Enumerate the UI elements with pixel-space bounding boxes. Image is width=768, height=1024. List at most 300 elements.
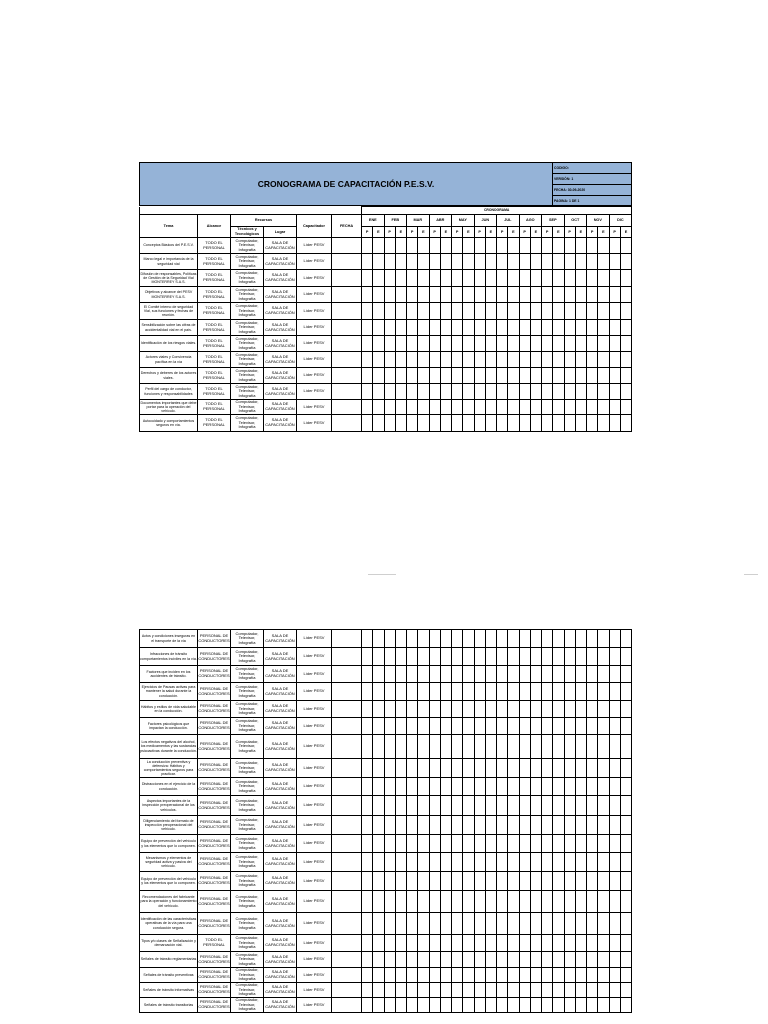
- schedule-cell: [609, 238, 620, 254]
- schedule-cell: [530, 913, 541, 935]
- schedule-cell: [362, 913, 373, 935]
- schedule-cell: [463, 796, 474, 816]
- row-alcance: PERSONAL DE CONDUCTORES: [198, 952, 231, 968]
- schedule-cell: [362, 320, 373, 336]
- schedule-cell: [609, 400, 620, 415]
- schedule-cell: [609, 853, 620, 872]
- schedule-cell: [575, 415, 586, 432]
- schedule-cell: [620, 630, 631, 648]
- schedule-cell: [373, 968, 384, 983]
- schedule-cell: [395, 336, 406, 352]
- schedule-cell: [384, 983, 395, 998]
- schedule-cell: [620, 968, 631, 983]
- row-capacitador: Líder PESV: [297, 666, 332, 683]
- schedule-cell: [553, 935, 564, 952]
- schedule-cell: [407, 683, 418, 701]
- schedule-cell: [485, 320, 496, 336]
- row-capacitador: Líder PESV: [297, 891, 332, 913]
- row-tema: Los efectos negativos del alcohol, los medicamentos y las sustancias psicoactivas durante la conducción.: [140, 735, 198, 759]
- schedule-cell: [575, 238, 586, 254]
- schedule-cell: [429, 796, 440, 816]
- schedule-cell: [429, 415, 440, 432]
- column-alcance: Alcance: [198, 215, 231, 238]
- schedule-cell: [463, 368, 474, 384]
- schedule-cell: [452, 853, 463, 872]
- schedule-cell: [429, 270, 440, 287]
- schedule-cell: [620, 287, 631, 303]
- row-lugar: SALA DE CAPACITACIÓN: [264, 384, 297, 400]
- schedule-cell: [542, 872, 553, 891]
- schedule-cell: [609, 998, 620, 1013]
- schedule-cell: [575, 287, 586, 303]
- schedule-cell: [373, 415, 384, 432]
- planned-marker: P: [384, 227, 395, 238]
- schedule-cell: [497, 303, 508, 320]
- row-lugar: SALA DE CAPACITACIÓN: [264, 913, 297, 935]
- schedule-cell: [452, 759, 463, 778]
- schedule-cell: [587, 270, 598, 287]
- row-lugar: SALA DE CAPACITACIÓN: [264, 368, 297, 384]
- schedule-cell: [485, 648, 496, 666]
- row-tecnicos: Computador, Televisor, Infografía: [231, 735, 264, 759]
- schedule-cell: [373, 648, 384, 666]
- schedule-cell: [519, 952, 530, 968]
- schedule-cell: [418, 648, 429, 666]
- schedule-cell: [452, 368, 463, 384]
- row-tecnicos: Computador, Televisor, Infografía: [231, 238, 264, 254]
- row-tema: Equipo de prevención del vehículo y los elementos que lo componen.: [140, 835, 198, 853]
- row-capacitador: Líder PESV: [297, 648, 332, 666]
- schedule-cell: [587, 983, 598, 998]
- schedule-cell: [395, 913, 406, 935]
- schedule-cell: [497, 683, 508, 701]
- schedule-cell: [373, 872, 384, 891]
- schedule-cell: [485, 415, 496, 432]
- schedule-cell: [542, 968, 553, 983]
- schedule-cell: [373, 254, 384, 270]
- header-codigo: CODIGO:: [553, 163, 632, 174]
- schedule-cell: [542, 384, 553, 400]
- schedule-cell: [530, 400, 541, 415]
- schedule-cell: [463, 816, 474, 835]
- row-lugar: SALA DE CAPACITACIÓN: [264, 630, 297, 648]
- row-fecha: [332, 968, 362, 983]
- row-tema: Autocuidado y comportamientos seguros en vía.: [140, 415, 198, 432]
- executed-marker: E: [508, 227, 519, 238]
- schedule-cell: [384, 718, 395, 735]
- schedule-cell: [463, 400, 474, 415]
- schedule-cell: [553, 718, 564, 735]
- schedule-cell: [395, 835, 406, 853]
- schedule-cell: [598, 666, 609, 683]
- schedule-cell: [598, 400, 609, 415]
- row-capacitador: Líder PESV: [297, 952, 332, 968]
- schedule-cell: [497, 666, 508, 683]
- schedule-cell: [553, 683, 564, 701]
- schedule-cell: [564, 238, 575, 254]
- row-fecha: [332, 270, 362, 287]
- schedule-cell: [362, 254, 373, 270]
- schedule-cell: [620, 718, 631, 735]
- schedule-cell: [519, 835, 530, 853]
- row-capacitador: Líder PESV: [297, 238, 332, 254]
- schedule-cell: [429, 254, 440, 270]
- schedule-cell: [620, 935, 631, 952]
- column-lugar: Lugar: [264, 227, 297, 238]
- table-row: [140, 666, 632, 683]
- schedule-cell: [407, 400, 418, 415]
- schedule-cell: [497, 384, 508, 400]
- table-row: [140, 891, 632, 913]
- schedule-cell: [508, 913, 519, 935]
- schedule-cell: [598, 415, 609, 432]
- schedule-cell: [575, 254, 586, 270]
- schedule-cell: [418, 759, 429, 778]
- row-fecha: [332, 796, 362, 816]
- row-capacitador: Líder PESV: [297, 287, 332, 303]
- row-fecha: [332, 352, 362, 368]
- schedule-cell: [519, 891, 530, 913]
- row-alcance: TODO EL PERSONAL: [198, 303, 231, 320]
- schedule-cell: [587, 415, 598, 432]
- schedule-cell: [598, 701, 609, 718]
- row-fecha: [332, 683, 362, 701]
- schedule-cell: [598, 270, 609, 287]
- schedule-cell: [407, 701, 418, 718]
- schedule-cell: [620, 400, 631, 415]
- row-tema: Señales de tránsito informativas: [140, 983, 198, 998]
- schedule-cell: [519, 913, 530, 935]
- schedule-cell: [395, 320, 406, 336]
- schedule-cell: [407, 368, 418, 384]
- row-fecha: [332, 336, 362, 352]
- table-row: [140, 320, 632, 336]
- schedule-cell: [463, 630, 474, 648]
- schedule-cell: [474, 835, 485, 853]
- schedule-cell: [508, 952, 519, 968]
- schedule-cell: [575, 796, 586, 816]
- table-row: [140, 630, 632, 648]
- schedule-cell: [587, 368, 598, 384]
- schedule-cell: [609, 759, 620, 778]
- schedule-cell: [508, 853, 519, 872]
- schedule-table-page-1: [139, 206, 632, 432]
- schedule-cell: [440, 935, 451, 952]
- schedule-cell: [463, 336, 474, 352]
- schedule-cell: [553, 735, 564, 759]
- schedule-cell: [564, 320, 575, 336]
- schedule-cell: [542, 648, 553, 666]
- schedule-cell: [587, 352, 598, 368]
- row-tecnicos: Computador, Televisor, Infografía: [231, 384, 264, 400]
- schedule-cell: [407, 913, 418, 935]
- schedule-cell: [497, 952, 508, 968]
- schedule-cell: [429, 778, 440, 796]
- schedule-cell: [440, 853, 451, 872]
- schedule-cell: [418, 368, 429, 384]
- row-fecha: [332, 320, 362, 336]
- schedule-cell: [519, 254, 530, 270]
- schedule-cell: [530, 998, 541, 1013]
- schedule-cell: [440, 254, 451, 270]
- table-row: [140, 701, 632, 718]
- schedule-cell: [553, 853, 564, 872]
- schedule-cell: [620, 835, 631, 853]
- schedule-cell: [384, 701, 395, 718]
- schedule-cell: [497, 701, 508, 718]
- schedule-cell: [373, 368, 384, 384]
- schedule-cell: [373, 666, 384, 683]
- schedule-cell: [620, 238, 631, 254]
- schedule-cell: [485, 701, 496, 718]
- schedule-cell: [485, 666, 496, 683]
- row-capacitador: Líder PESV: [297, 400, 332, 415]
- schedule-cell: [452, 415, 463, 432]
- schedule-cell: [575, 320, 586, 336]
- schedule-cell: [564, 666, 575, 683]
- schedule-cell: [519, 270, 530, 287]
- schedule-cell: [508, 735, 519, 759]
- table-row: [140, 759, 632, 778]
- schedule-cell: [620, 666, 631, 683]
- schedule-cell: [575, 853, 586, 872]
- schedule-cell: [384, 630, 395, 648]
- schedule-cell: [384, 336, 395, 352]
- schedule-cell: [519, 415, 530, 432]
- schedule-cell: [609, 778, 620, 796]
- row-lugar: SALA DE CAPACITACIÓN: [264, 683, 297, 701]
- schedule-cell: [440, 336, 451, 352]
- schedule-cell: [440, 718, 451, 735]
- schedule-cell: [587, 400, 598, 415]
- schedule-cell: [542, 630, 553, 648]
- schedule-cell: [497, 320, 508, 336]
- row-alcance: PERSONAL DE CONDUCTORES: [198, 816, 231, 835]
- table-row: [140, 336, 632, 352]
- schedule-cell: [485, 352, 496, 368]
- schedule-cell: [575, 891, 586, 913]
- row-tecnicos: Computador, Televisor, Infografía: [231, 778, 264, 796]
- schedule-cell: [497, 336, 508, 352]
- planned-marker: P: [497, 227, 508, 238]
- schedule-cell: [553, 400, 564, 415]
- schedule-cell: [575, 968, 586, 983]
- schedule-cell: [508, 983, 519, 998]
- schedule-cell: [407, 835, 418, 853]
- schedule-cell: [508, 816, 519, 835]
- schedule-cell: [564, 630, 575, 648]
- schedule-cell: [418, 891, 429, 913]
- schedule-cell: [497, 400, 508, 415]
- schedule-cell: [530, 320, 541, 336]
- schedule-cell: [620, 648, 631, 666]
- row-capacitador: Líder PESV: [297, 630, 332, 648]
- row-fecha: [332, 630, 362, 648]
- schedule-cell: [373, 983, 384, 998]
- schedule-cell: [395, 891, 406, 913]
- schedule-cell: [362, 352, 373, 368]
- schedule-cell: [474, 683, 485, 701]
- row-lugar: SALA DE CAPACITACIÓN: [264, 952, 297, 968]
- schedule-cell: [598, 303, 609, 320]
- schedule-cell: [564, 913, 575, 935]
- row-lugar: SALA DE CAPACITACIÓN: [264, 336, 297, 352]
- schedule-cell: [564, 287, 575, 303]
- schedule-cell: [429, 384, 440, 400]
- row-fecha: [332, 872, 362, 891]
- schedule-cell: [429, 853, 440, 872]
- schedule-cell: [598, 630, 609, 648]
- table-row: [140, 415, 632, 432]
- schedule-cell: [373, 270, 384, 287]
- schedule-cell: [553, 952, 564, 968]
- schedule-cell: [553, 336, 564, 352]
- row-tema: El Comité interno de seguridad Vial, sus funciones y fechas de reunión.: [140, 303, 198, 320]
- schedule-cell: [440, 872, 451, 891]
- schedule-cell: [553, 778, 564, 796]
- row-alcance: PERSONAL DE CONDUCTORES: [198, 666, 231, 683]
- schedule-cell: [530, 759, 541, 778]
- schedule-cell: [553, 415, 564, 432]
- schedule-cell: [485, 238, 496, 254]
- schedule-cell: [564, 835, 575, 853]
- schedule-cell: [474, 368, 485, 384]
- schedule-cell: [620, 796, 631, 816]
- table-row: [140, 968, 632, 983]
- executed-marker: E: [440, 227, 451, 238]
- row-lugar: SALA DE CAPACITACIÓN: [264, 701, 297, 718]
- schedule-cell: [418, 796, 429, 816]
- schedule-cell: [530, 270, 541, 287]
- schedule-cell: [384, 952, 395, 968]
- schedule-cell: [609, 872, 620, 891]
- schedule-cell: [362, 891, 373, 913]
- schedule-cell: [530, 287, 541, 303]
- schedule-cell: [440, 759, 451, 778]
- schedule-cell: [440, 270, 451, 287]
- table-row: [140, 238, 632, 254]
- schedule-cell: [485, 983, 496, 998]
- schedule-cell: [575, 816, 586, 835]
- header-fecha: FECHA: 30-09-2020: [553, 185, 632, 196]
- table-row: [140, 254, 632, 270]
- schedule-cell: [485, 384, 496, 400]
- schedule-cell: [407, 320, 418, 336]
- row-alcance: PERSONAL DE CONDUCTORES: [198, 968, 231, 983]
- row-tema: Difusión de responsables, Políticas de Gestión de la Seguridad Vial MONTERREY S.A.S.: [140, 270, 198, 287]
- schedule-cell: [373, 778, 384, 796]
- schedule-cell: [474, 648, 485, 666]
- schedule-cell: [519, 853, 530, 872]
- schedule-cell: [609, 683, 620, 701]
- schedule-cell: [587, 287, 598, 303]
- column-tecnicos: Técnicos y Tecnológicos: [231, 227, 264, 238]
- schedule-cell: [474, 336, 485, 352]
- schedule-cell: [407, 718, 418, 735]
- schedule-cell: [575, 630, 586, 648]
- schedule-cell: [530, 952, 541, 968]
- schedule-cell: [587, 952, 598, 968]
- schedule-cell: [395, 796, 406, 816]
- schedule-cell: [598, 320, 609, 336]
- schedule-cell: [452, 718, 463, 735]
- schedule-cell: [530, 968, 541, 983]
- row-tecnicos: Computador, Televisor, Infografía: [231, 400, 264, 415]
- schedule-cell: [497, 270, 508, 287]
- schedule-cell: [384, 835, 395, 853]
- table-row: [140, 872, 632, 891]
- row-tecnicos: Computador, Televisor, Infografía: [231, 336, 264, 352]
- schedule-cell: [463, 352, 474, 368]
- schedule-cell: [620, 913, 631, 935]
- schedule-cell: [530, 778, 541, 796]
- row-tema: Documentos importantes que debe portar para la operación del vehículo.: [140, 400, 197, 414]
- schedule-cell: [609, 336, 620, 352]
- schedule-cell: [620, 891, 631, 913]
- schedule-cell: [463, 913, 474, 935]
- row-lugar: SALA DE CAPACITACIÓN: [264, 816, 297, 835]
- month-jul: JUL: [497, 215, 520, 227]
- schedule-cell: [598, 952, 609, 968]
- schedule-cell: [463, 983, 474, 998]
- schedule-cell: [362, 759, 373, 778]
- schedule-cell: [553, 891, 564, 913]
- schedule-cell: [474, 796, 485, 816]
- row-fecha: [332, 983, 362, 998]
- schedule-cell: [463, 287, 474, 303]
- table-row: [140, 735, 632, 759]
- schedule-cell: [530, 336, 541, 352]
- row-tema: Objetivos y alcance del PESV MONTERREY S.A.S.: [140, 287, 198, 303]
- schedule-cell: [429, 891, 440, 913]
- row-alcance: TODO EL PERSONAL: [198, 287, 231, 303]
- schedule-cell: [395, 935, 406, 952]
- schedule-cell: [598, 835, 609, 853]
- row-fecha: [332, 415, 362, 432]
- schedule-cell: [384, 759, 395, 778]
- row-tema: Equipo de prevención del vehículo y los elementos que lo componen.: [140, 872, 198, 891]
- schedule-cell: [452, 320, 463, 336]
- schedule-cell: [407, 796, 418, 816]
- schedule-cell: [519, 701, 530, 718]
- planned-marker: P: [452, 227, 463, 238]
- schedule-cell: [542, 853, 553, 872]
- schedule-cell: [452, 352, 463, 368]
- schedule-cell: [508, 998, 519, 1013]
- schedule-cell: [373, 384, 384, 400]
- schedule-cell: [474, 384, 485, 400]
- schedule-cell: [598, 983, 609, 998]
- row-tecnicos: Computador, Televisor, Infografía: [231, 998, 264, 1013]
- schedule-cell: [429, 759, 440, 778]
- schedule-cell: [508, 666, 519, 683]
- schedule-cell: [373, 238, 384, 254]
- schedule-cell: [497, 968, 508, 983]
- row-lugar: SALA DE CAPACITACIÓN: [264, 891, 297, 913]
- schedule-cell: [609, 935, 620, 952]
- schedule-cell: [508, 384, 519, 400]
- row-tecnicos: Computador, Televisor, Infografía: [231, 816, 264, 835]
- month-nov: NOV: [587, 215, 610, 227]
- schedule-cell: [542, 891, 553, 913]
- schedule-cell: [530, 666, 541, 683]
- table-row: [140, 384, 632, 400]
- schedule-cell: [373, 952, 384, 968]
- schedule-cell: [530, 630, 541, 648]
- schedule-cell: [452, 816, 463, 835]
- schedule-cell: [609, 666, 620, 683]
- schedule-cell: [395, 952, 406, 968]
